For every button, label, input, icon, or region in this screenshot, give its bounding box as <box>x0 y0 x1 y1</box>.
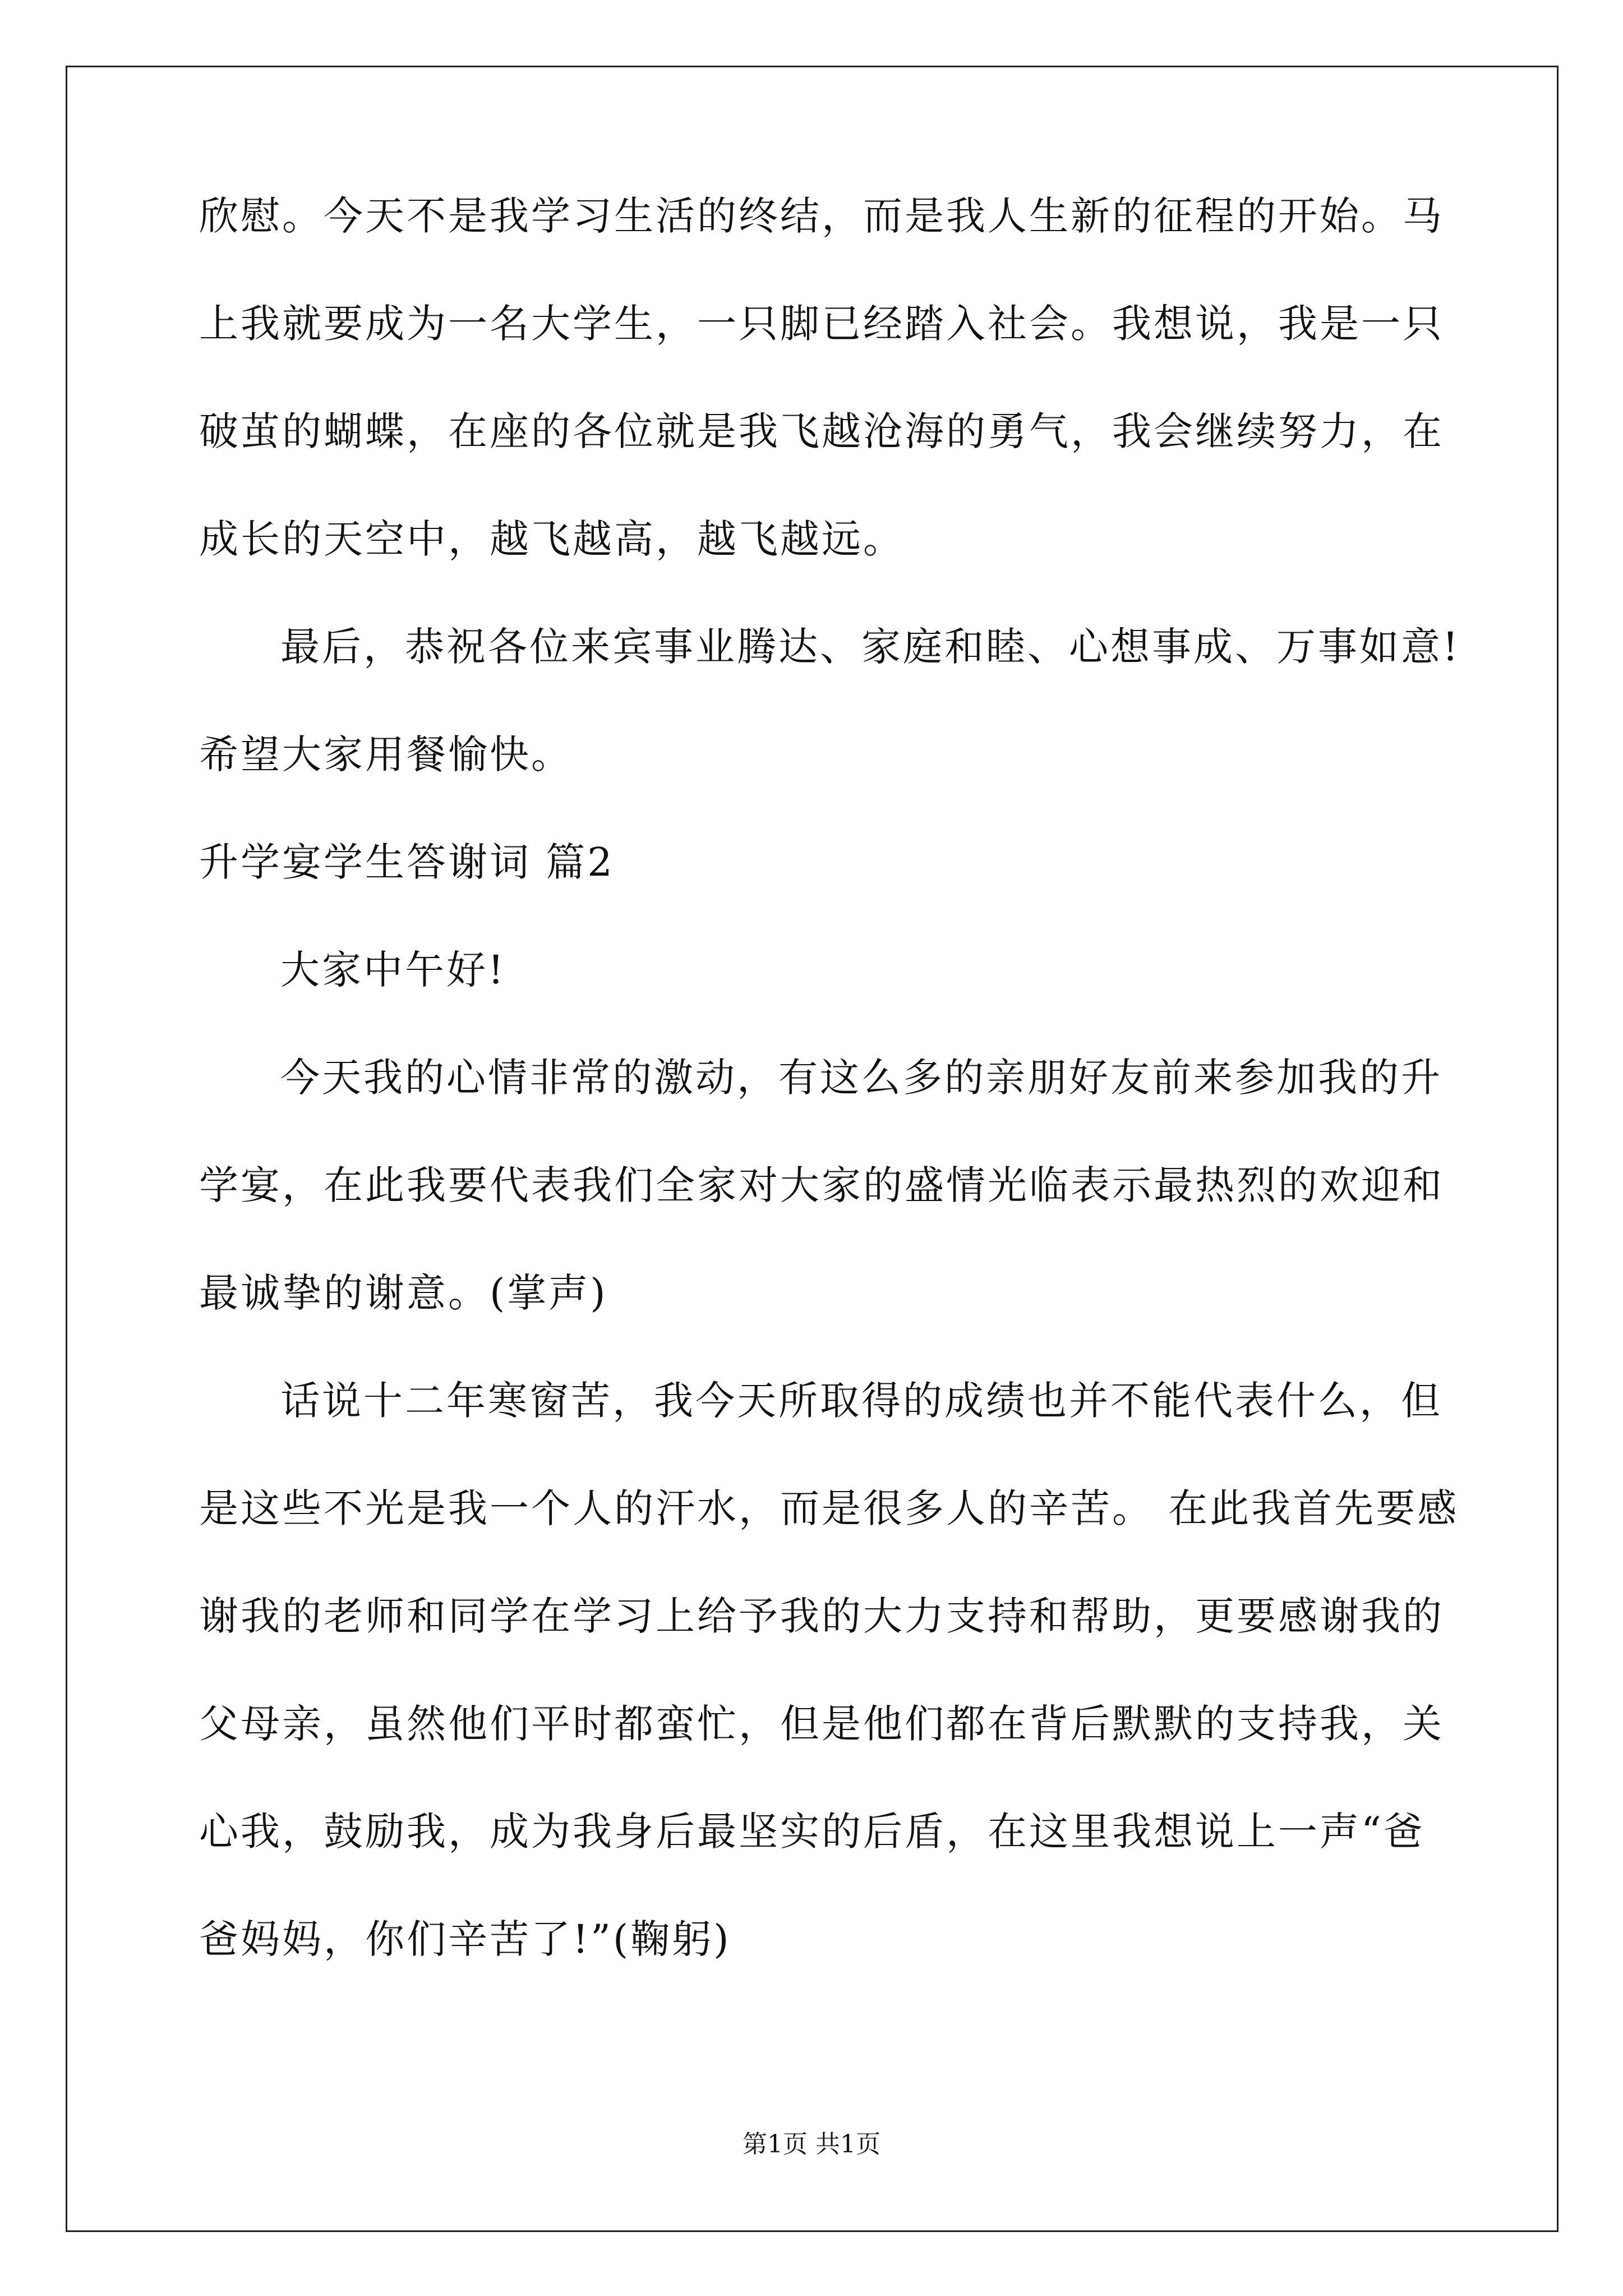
text-line: 学宴，在此我要代表我们全家对大家的盛情光临表示最热烈的欢迎和 <box>199 1162 1444 1208</box>
text-line: 希望大家用餐愉快。 <box>199 731 573 777</box>
text-line: 是这些不光是我一个人的汗水，而是很多人的辛苦。 在此我首先要感 <box>199 1485 1459 1531</box>
text-line: 欣慰。今天不是我学习生活的终结，而是我人生新的征程的开始。马 <box>199 193 1444 239</box>
text-line: 父母亲，虽然他们平时都蛮忙，但是他们都在背后默默的支持我，关 <box>199 1701 1444 1747</box>
text-line: 今天我的心情非常的激动，有这么多的亲朋好友前来参加我的升 <box>280 1055 1442 1101</box>
text-line: 话说十二年寒窗苦，我今天所取得的成绩也并不能代表什么，但 <box>280 1378 1442 1424</box>
text-line: 谢我的老师和同学在学习上给予我的大力支持和帮助，更要感谢我的 <box>199 1593 1444 1639</box>
page-border <box>66 66 1559 2232</box>
text-line: 最后，恭祝各位来宾事业腾达、家庭和睦、心想事成、万事如意! <box>280 624 1461 670</box>
text-line: 上我就要成为一名大学生，一只脚已经踏入社会。我想说，我是一只 <box>199 301 1444 347</box>
text-line: 大家中午好! <box>280 947 506 993</box>
text-line: 破茧的蝴蝶，在座的各位就是我飞越沧海的勇气，我会继续努力，在 <box>199 408 1444 454</box>
section-heading: 升学宴学生答谢词 篇2 <box>199 839 615 885</box>
text-line: 心我，鼓励我，成为我身后最坚实的后盾，在这里我想说上一声“爸 <box>199 1809 1425 1855</box>
text-line: 最诚挚的谢意。(掌声) <box>199 1270 608 1316</box>
page-footer: 第1页 共1页 <box>743 2130 880 2159</box>
text-line: 爸妈妈，你们辛苦了!”(鞠躬) <box>199 1916 731 1962</box>
text-line: 成长的天空中，越飞越高，越飞越远。 <box>199 516 905 562</box>
